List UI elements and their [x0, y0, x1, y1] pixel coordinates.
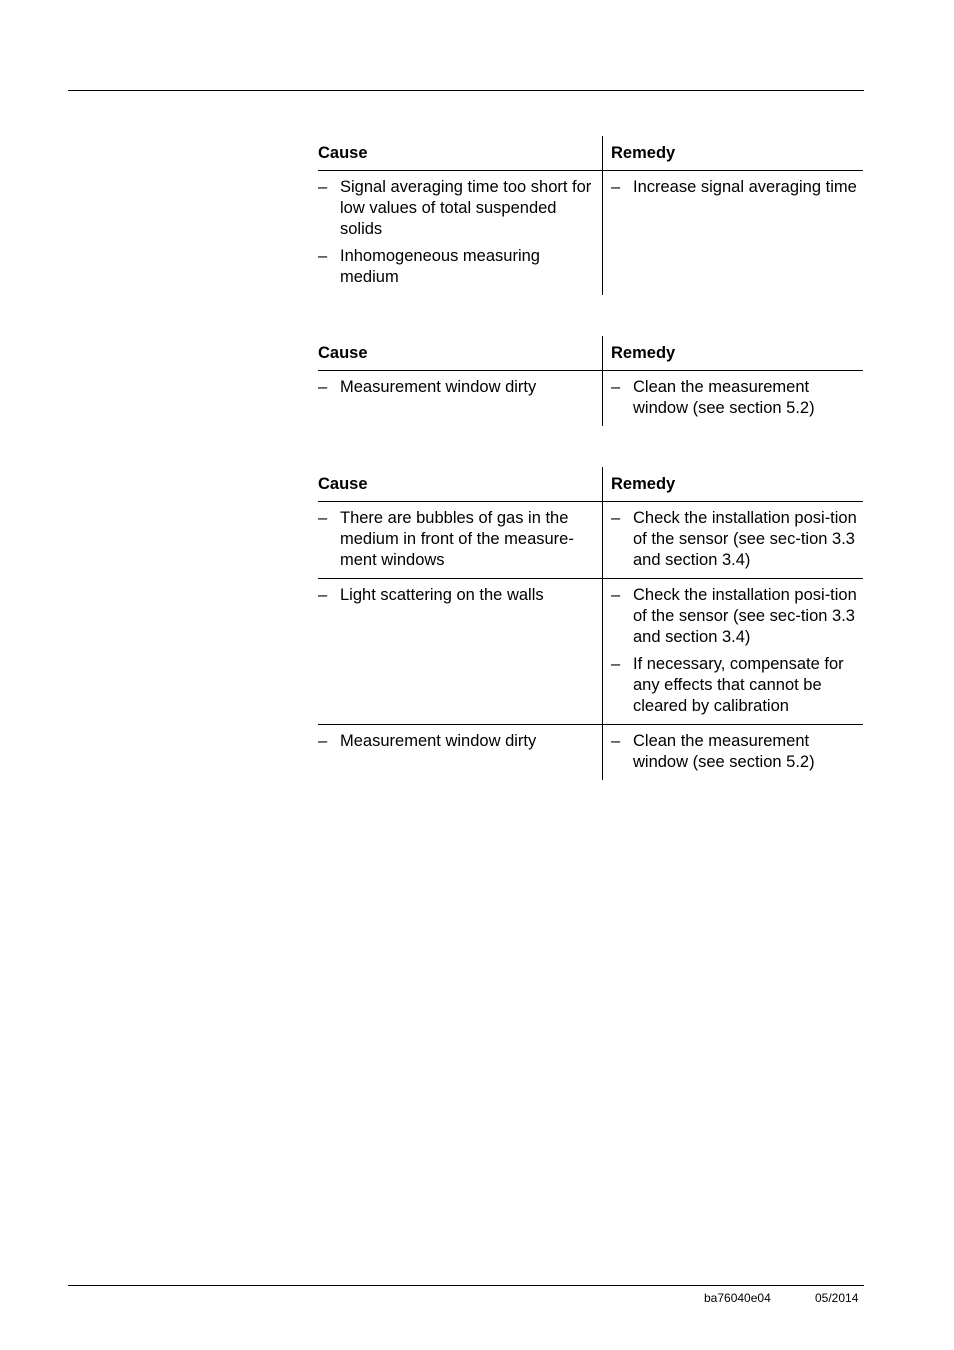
remedy-text: Increase signal averaging time [633, 178, 857, 196]
list-item: – Clean the measurement window (see section 5.2) [611, 377, 863, 419]
remedy-text: If necessary, compensate for any effects that cannot be cleared by calibration [633, 655, 844, 715]
remedy-cell [602, 371, 863, 426]
list-item: – Clean the measurement window (see section 5.2) [611, 731, 863, 773]
cause-remedy-table-3 [318, 467, 863, 780]
cause-header: Cause [318, 343, 368, 362]
table-header [318, 336, 863, 371]
remedy-text: Check the installation posi-tion of the sensor (see sec-tion 3.3 and section 3.4) [633, 586, 857, 646]
list-item: – Measurement window dirty [318, 731, 594, 752]
remedy-cell [602, 725, 863, 780]
list-item: – Inhomogeneous measuring medium [318, 246, 594, 288]
table-row [318, 502, 863, 579]
list-item: – Light scattering on the walls [318, 585, 594, 606]
cause-text: Measurement window dirty [340, 732, 537, 750]
cause-text: There are bubbles of gas in the medium in front of the measure-ment windows [340, 509, 574, 569]
table-header [318, 467, 863, 502]
list-item: – Measurement window dirty [318, 377, 594, 398]
cause-text: Signal averaging time too short for low values of total suspended solids [340, 178, 592, 238]
remedy-text: Clean the measurement window (see section 5.2) [633, 378, 815, 417]
remedy-cell [602, 579, 863, 724]
cause-remedy-table-1 [318, 136, 863, 295]
table-row [318, 371, 863, 426]
remedy-header: Remedy [602, 336, 863, 370]
list-item: – There are bubbles of gas in the medium in front of the measure-ment windows [318, 508, 594, 571]
remedy-cell [602, 171, 863, 295]
footer-rule [68, 1285, 864, 1286]
header-rule [68, 90, 864, 91]
cause-text: Light scattering on the walls [340, 586, 544, 604]
cause-text: Inhomogeneous measuring medium [340, 247, 540, 286]
remedy-text: Clean the measurement window (see section 5.2) [633, 732, 815, 771]
footer-doc-id: ba76040e04 [704, 1291, 771, 1305]
cause-cell [318, 579, 602, 724]
cause-cell [318, 171, 602, 295]
list-item: – Check the installation posi-tion of the sensor (see sec-tion 3.3 and section 3.4) [611, 508, 863, 571]
remedy-header: Remedy [602, 467, 863, 501]
cause-header: Cause [318, 143, 368, 162]
footer-date: 05/2014 [815, 1291, 859, 1305]
cause-header: Cause [318, 474, 368, 493]
list-item: – Increase signal averaging time [611, 177, 863, 198]
table-row [318, 579, 863, 725]
cause-cell [318, 371, 602, 426]
list-item: – Signal averaging time too short for low values of total suspended solids [318, 177, 594, 240]
table-header [318, 136, 863, 171]
cause-remedy-table-2 [318, 336, 863, 426]
remedy-text: Check the installation posi-tion of the sensor (see sec-tion 3.3 and section 3.4) [633, 509, 857, 569]
cause-cell [318, 502, 602, 578]
list-item: – If necessary, compensate for any effects that cannot be cleared by calibration [611, 654, 863, 717]
cause-text: Measurement window dirty [340, 378, 537, 396]
table-row [318, 725, 863, 780]
list-item: – Check the installation posi-tion of the sensor (see sec-tion 3.3 and section 3.4) [611, 585, 863, 648]
remedy-cell [602, 502, 863, 578]
table-row [318, 171, 863, 295]
remedy-header: Remedy [602, 136, 863, 170]
cause-cell [318, 725, 602, 780]
